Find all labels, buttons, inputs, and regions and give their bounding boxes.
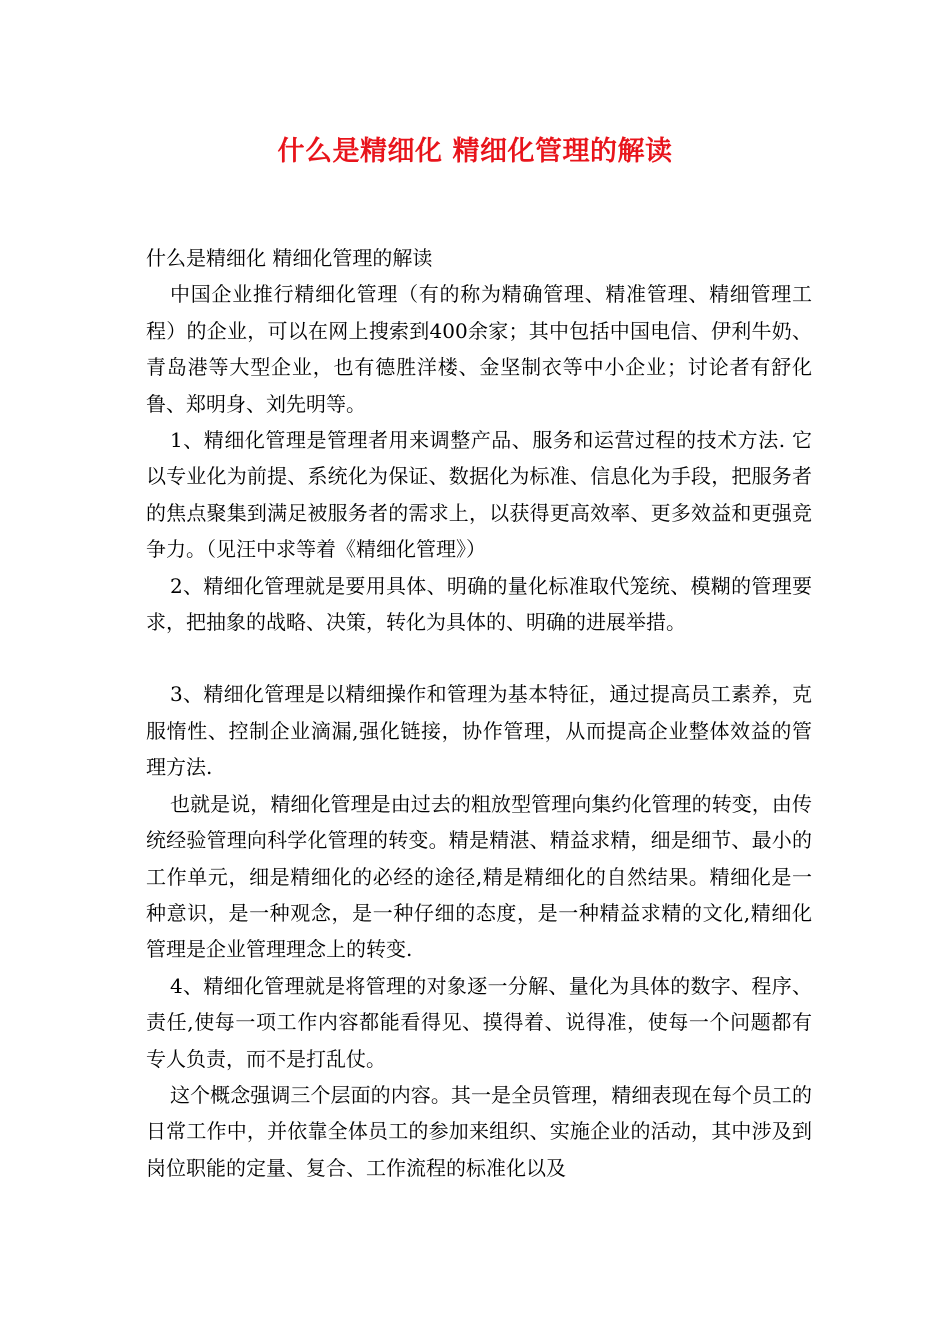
paragraph-point-2: 2、精细化管理就是要用具体、明确的量化标准取代笼统、模糊的管理要求，把抽象的战略、决策，转化为具体的、明确的进展举措。 [146, 573, 812, 635]
document-subtitle: 什么是精细化 精细化管理的解读 [146, 246, 433, 270]
paragraph-point-4: 4、精细化管理就是将管理的对象逐一分解、量化为具体的数字、程序、责任,使每一项工作内容都能看得见、摸得着、说得准，使每一个问题都有专人负责，而不是打乱仗。 [146, 973, 812, 1071]
document-title: 什么是精细化 精细化管理的解读 [277, 136, 673, 167]
document-body [146, 240, 812, 1186]
paragraph-point-1: 1、精细化管理是管理者用来调整产品、服务和运营过程的技术方法. 它以专业化为前提、系统化为保证、数据化为标准、信息化为手段，把服务者的焦点聚集到满足被服务者的需求上，以获得更高效率、更多效益和更强竞争力。（见汪中求等着《精细化管理》） [146, 428, 812, 562]
paragraph-intro: 中国企业推行精细化管理（有的称为精确管理、精准管理、精细管理工程）的企业，可以在网上搜索到400余家；其中包括中国电信、伊利牛奶、青岛港等大型企业，也有德胜洋楼、金坚制衣等中小企业；讨论者有舒化鲁、郑明身、刘先明等。 [146, 282, 812, 416]
paragraph-concept: 这个概念强调三个层面的内容。其一是全员管理，精细表现在每个员工的日常工作中，并依靠全体员工的参加来组织、实施企业的活动，其中涉及到岗位职能的定量、复合、工作流程的标准化以及 [146, 1082, 812, 1180]
paragraph-point-3: 3、精细化管理是以精细操作和管理为基本特征，通过提高员工素养，克服惰性、控制企业滴漏,强化链接，协作管理，从而提高企业整体效益的管理方法. [146, 682, 812, 780]
paragraph-explanation: 也就是说，精细化管理是由过去的粗放型管理向集约化管理的转变，由传统经验管理向科学化管理的转变。精是精湛、精益求精，细是细节、最小的工作单元，细是精细化的必经的途径,精是精细化的自然结果。精细化是一种意识，是一种观念，是一种仔细的态度，是一种精益求精的文化,精细化管理是企业管理理念上的转变. [146, 791, 812, 962]
